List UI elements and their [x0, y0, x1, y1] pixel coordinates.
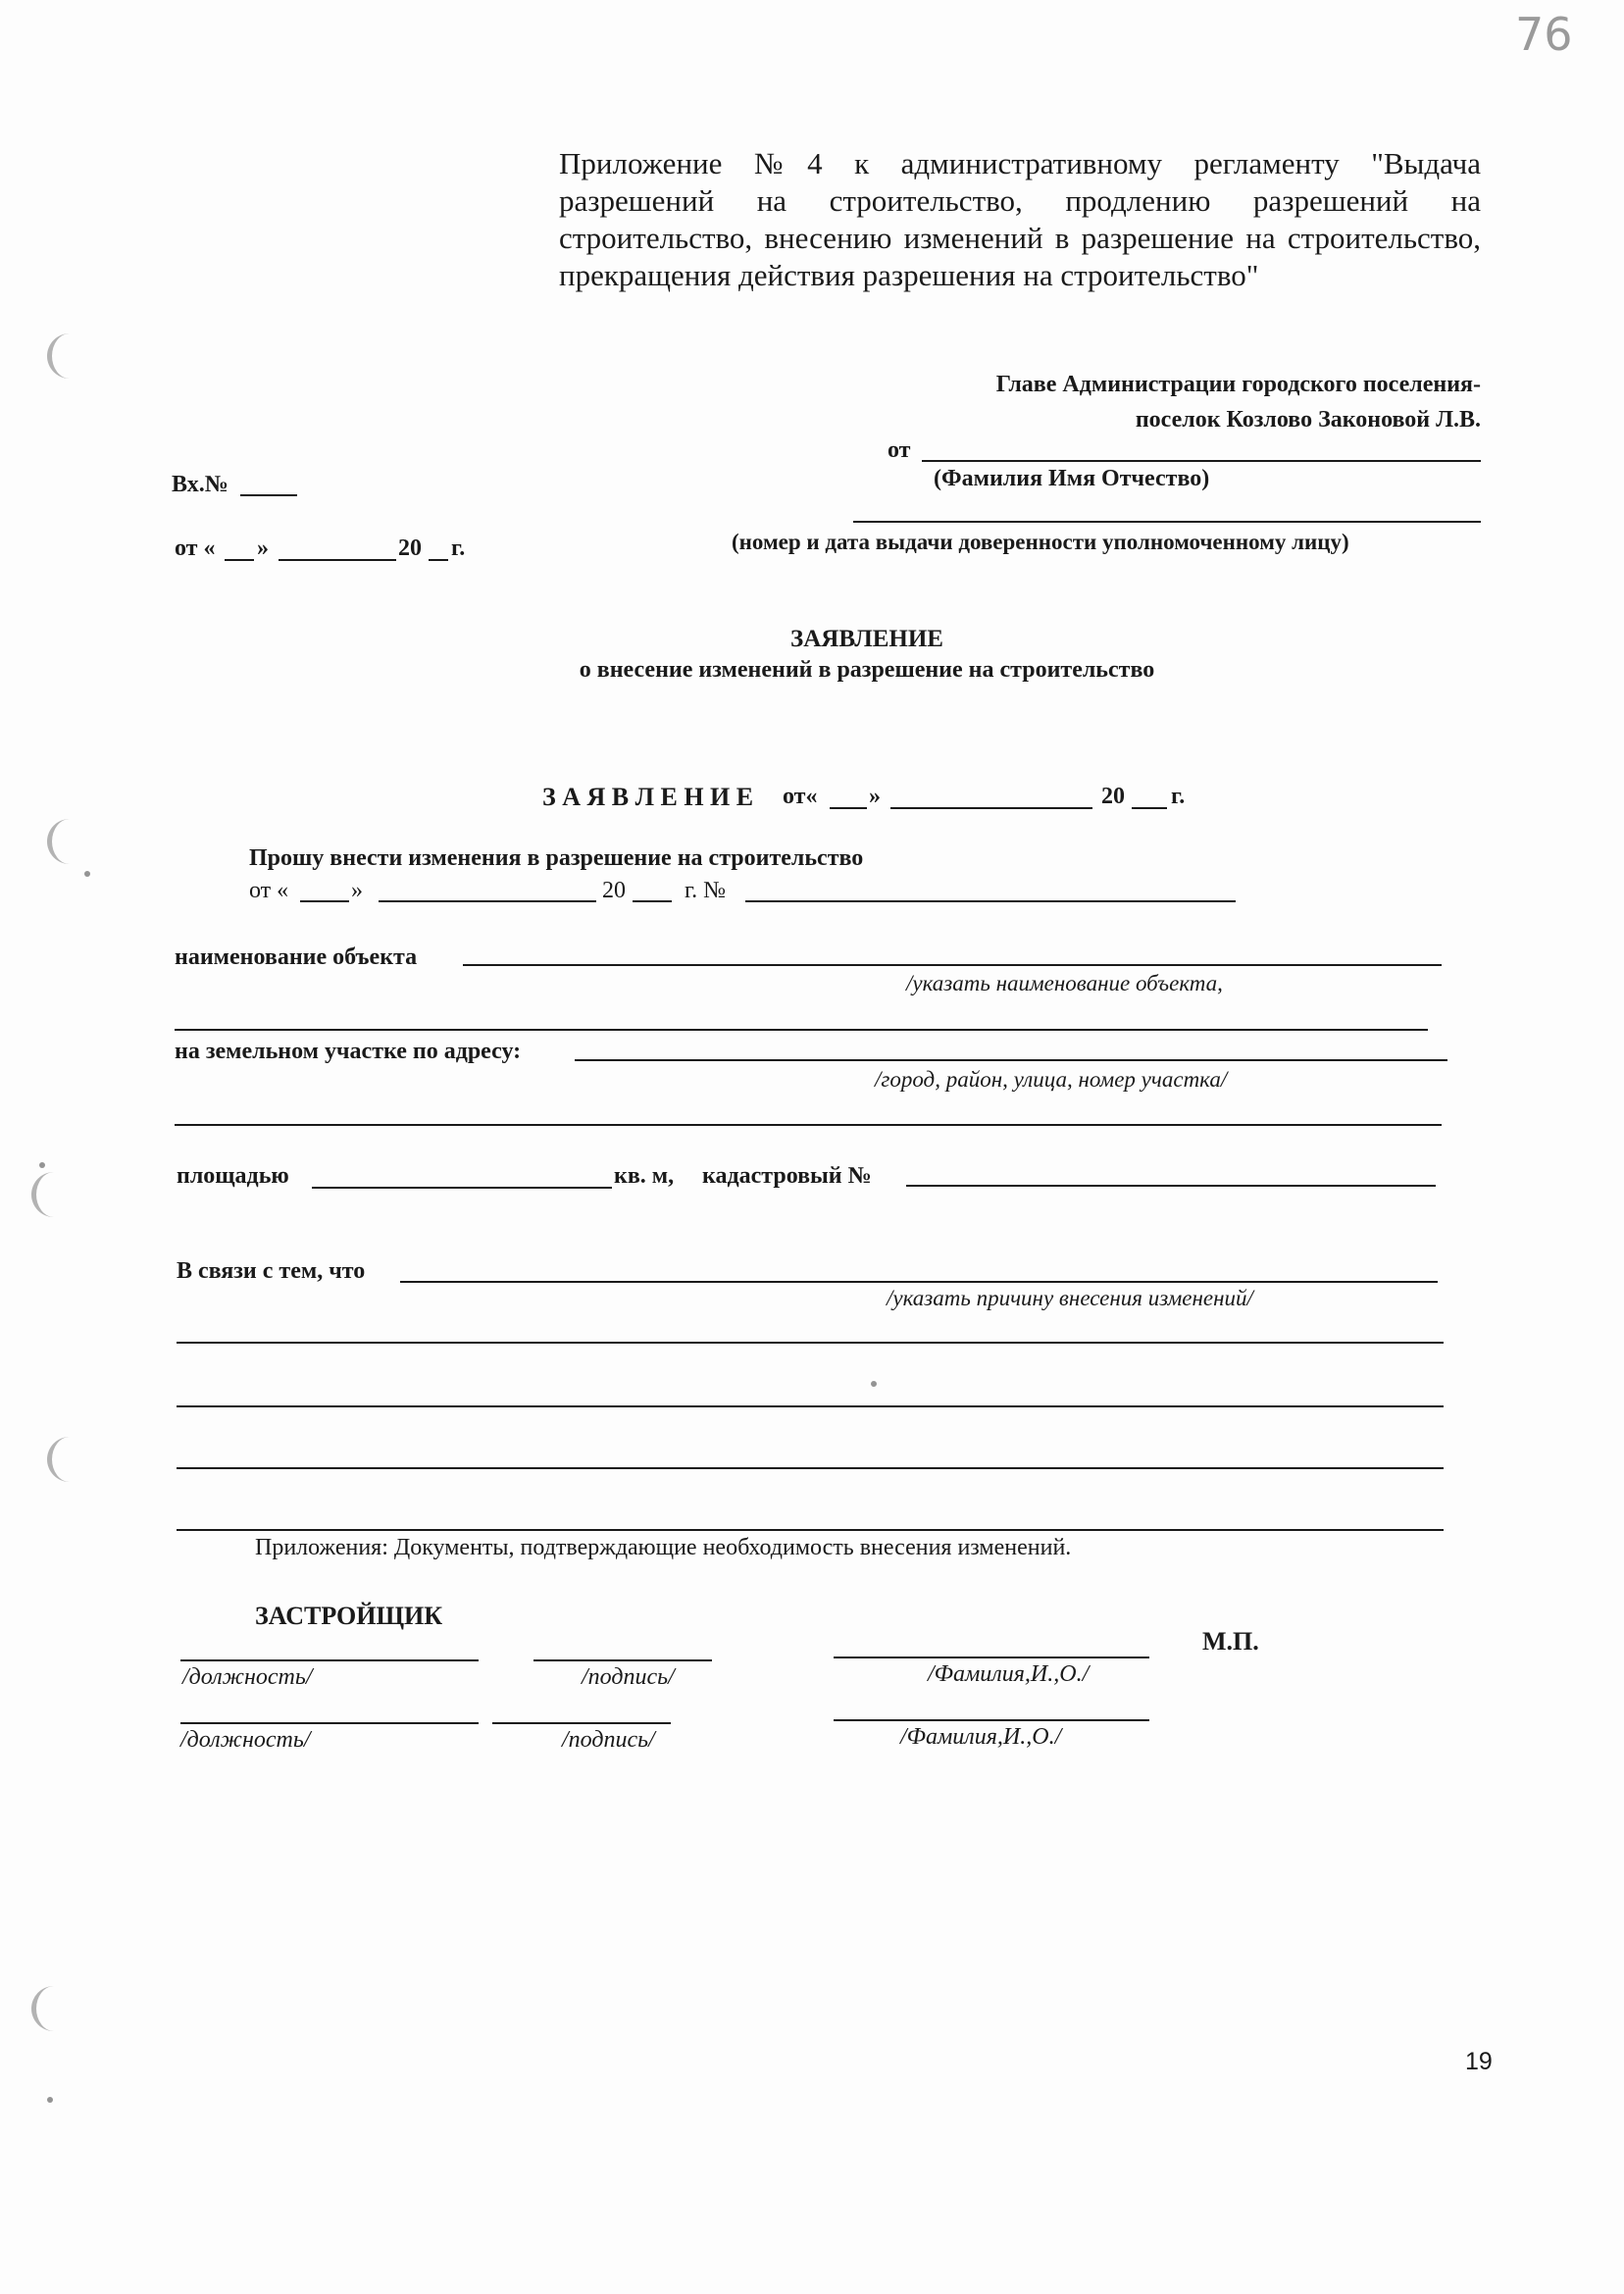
power-of-attorney-line[interactable]	[853, 521, 1481, 523]
object-name-line[interactable]	[463, 964, 1442, 966]
position-caption-1: /должность/	[182, 1664, 313, 1690]
request-ot: от «	[249, 878, 289, 903]
scan-speck	[39, 1162, 45, 1168]
name-line-2[interactable]	[834, 1719, 1149, 1721]
statement-close-quote: »	[869, 784, 881, 809]
area-value-line[interactable]	[312, 1187, 612, 1189]
request-year: 20	[602, 878, 626, 903]
incoming-day-line[interactable]	[225, 559, 254, 561]
request-year-line[interactable]	[633, 900, 672, 902]
signature-caption-1: /подпись/	[582, 1664, 675, 1690]
incoming-date-ot: от «	[175, 535, 216, 561]
address-label: на земельном участке по адресу:	[175, 1039, 522, 1064]
incoming-date-year-suffix: г.	[451, 535, 466, 561]
statement-ot: от«	[783, 784, 818, 809]
binder-hole	[31, 1172, 72, 1217]
document-subtitle: о внесение изменений в разрешение на строительство	[579, 657, 1155, 683]
statement-year-suffix: г.	[1171, 784, 1186, 809]
name-line-1[interactable]	[834, 1657, 1149, 1658]
incoming-year-line[interactable]	[429, 559, 448, 561]
reason-line-3[interactable]	[177, 1405, 1444, 1407]
signature-line-1[interactable]	[533, 1659, 712, 1661]
area-unit: кв. м,	[614, 1163, 675, 1189]
position-line-2[interactable]	[180, 1722, 479, 1724]
binder-hole	[47, 819, 87, 864]
addressee-block	[843, 367, 1481, 437]
request-number-line[interactable]	[745, 900, 1236, 902]
cadastral-label: кадастровый №	[702, 1163, 872, 1189]
page-number: 19	[1465, 2048, 1493, 2075]
developer-label: ЗАСТРОЙЩИК	[255, 1602, 443, 1630]
fio-caption: (Фамилия Имя Отчество)	[934, 466, 1210, 491]
document-title: ЗАЯВЛЕНИЕ	[790, 626, 943, 652]
reason-line-4[interactable]	[177, 1467, 1444, 1469]
scan-speck	[871, 1381, 877, 1387]
appendix-reference: Приложение №4 к административному регламенту "Выдача разрешений на строительство, продлению разрешений на строительство, внесению изменений в разрешение на строительство, прекращения действия разрешения на строительство"	[559, 146, 1481, 292]
signature-line-2[interactable]	[492, 1722, 671, 1724]
cadastral-number-line[interactable]	[906, 1185, 1436, 1187]
reason-hint: /указать причину внесения изменений/	[887, 1286, 1253, 1310]
statement-word: З А Я В Л Е Н И Е	[542, 783, 754, 811]
request-close-quote: »	[351, 878, 363, 903]
signature-caption-2: /подпись/	[562, 1727, 655, 1753]
binder-hole	[31, 1986, 72, 2031]
statement-day-line[interactable]	[830, 807, 867, 809]
reason-label: В связи с тем, что	[177, 1258, 366, 1284]
area-label: площадью	[177, 1163, 289, 1189]
scan-speck	[47, 2097, 53, 2103]
request-month-line[interactable]	[379, 900, 596, 902]
address-line[interactable]	[575, 1059, 1447, 1061]
address-line-2[interactable]	[175, 1124, 1442, 1126]
incoming-number-label: Вх.№	[172, 472, 228, 497]
incoming-month-line[interactable]	[279, 559, 396, 561]
addressee-line-1: Главе Администрации городского поселения-	[995, 372, 1481, 397]
object-name-line-2[interactable]	[175, 1029, 1428, 1031]
request-text: Прошу внести изменения в разрешение на строительство	[249, 845, 864, 871]
position-line-1[interactable]	[180, 1659, 479, 1661]
incoming-number-line[interactable]	[240, 494, 297, 496]
reason-line-2[interactable]	[177, 1342, 1444, 1344]
incoming-date-close-quote: »	[257, 535, 269, 561]
object-name-hint: /указать наименование объекта,	[906, 971, 1223, 995]
scan-speck	[84, 871, 90, 877]
binder-hole	[47, 1437, 87, 1482]
attachments-note: Приложения: Документы, подтверждающие необходимость внесения изменений.	[255, 1535, 1072, 1560]
binder-hole	[47, 333, 87, 379]
name-caption-1: /Фамилия,И.,О./	[928, 1661, 1090, 1687]
request-gno: г. №	[685, 878, 727, 903]
statement-month-line[interactable]	[890, 807, 1092, 809]
applicant-name-line[interactable]	[922, 460, 1481, 462]
reason-line[interactable]	[400, 1281, 1438, 1283]
handwritten-page-mark: 76	[1515, 8, 1573, 61]
from-label: от	[888, 437, 911, 463]
address-hint: /город, район, улица, номер участка/	[875, 1067, 1228, 1092]
reason-line-5[interactable]	[177, 1529, 1444, 1531]
statement-year: 20	[1101, 784, 1125, 809]
power-of-attorney-caption: (номер и дата выдачи доверенности уполномоченному лицу)	[732, 530, 1349, 554]
addressee-line-2: поселок Козлово Законовой Л.В.	[1135, 407, 1481, 433]
stamp-label: М.П.	[1202, 1627, 1259, 1656]
object-name-label: наименование объекта	[175, 944, 418, 970]
position-caption-2: /должность/	[180, 1727, 311, 1753]
request-day-line[interactable]	[300, 900, 349, 902]
statement-year-line[interactable]	[1132, 807, 1167, 809]
name-caption-2: /Фамилия,И.,О./	[900, 1724, 1062, 1750]
incoming-date-year: 20	[398, 535, 422, 561]
